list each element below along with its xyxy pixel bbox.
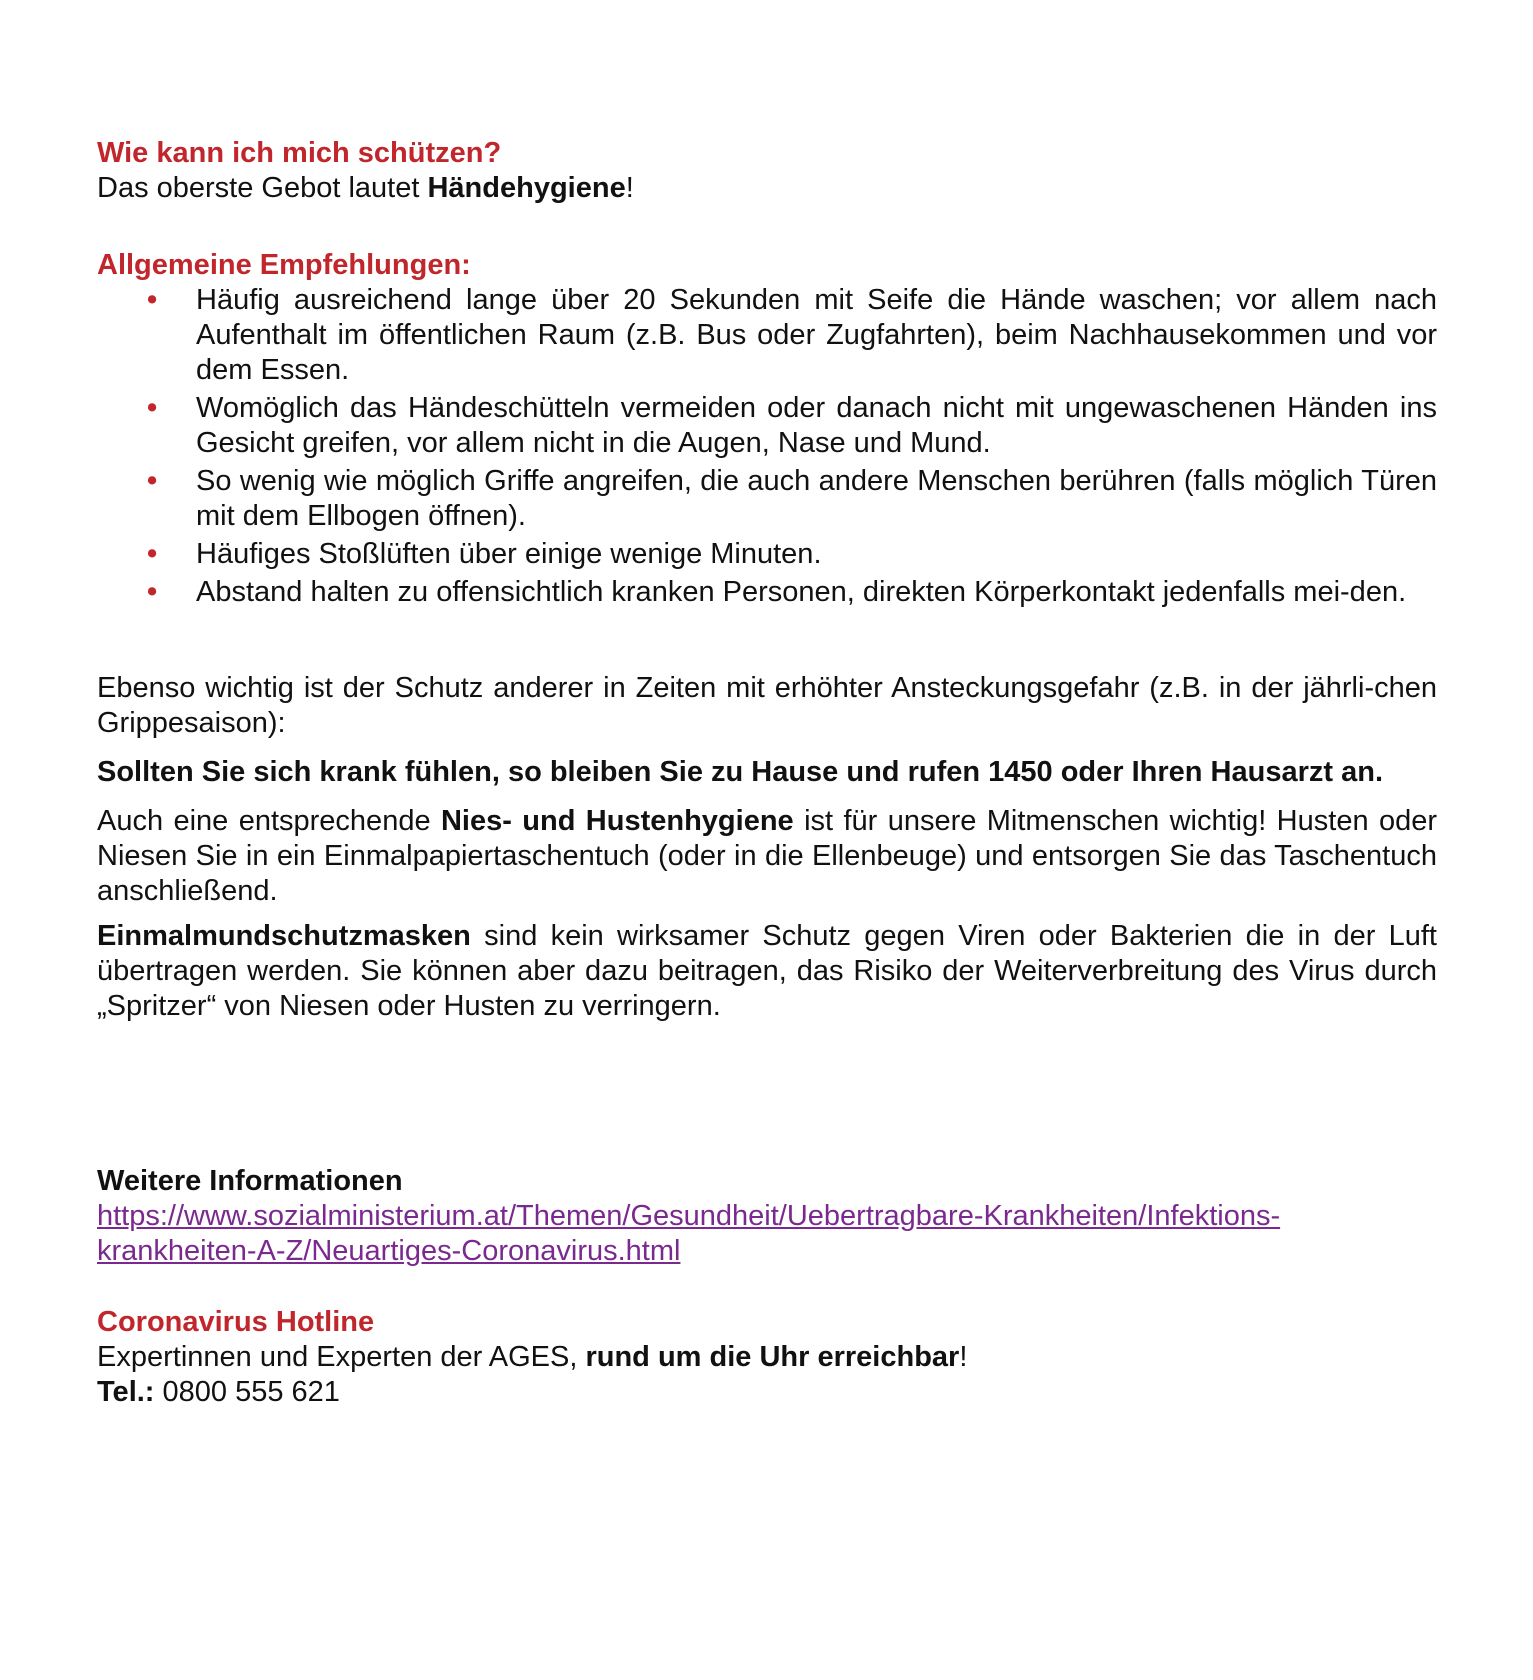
list-item — [97, 575, 1437, 610]
list-item — [97, 464, 1437, 534]
info-link-line-2[interactable]: krankheiten-A-Z/Neuartiges-Coronavirus.html — [97, 1235, 681, 1267]
masks-paragraph — [97, 919, 1437, 1024]
list-item-text: Häufiges Stoßlüften über einige wenige Minuten. — [196, 538, 822, 570]
recommendations-list — [97, 283, 1437, 610]
bullet-icon: • — [147, 576, 158, 608]
bullet-icon: • — [147, 538, 158, 570]
protect-intro — [97, 171, 1437, 206]
bullet-icon: • — [147, 392, 158, 424]
list-item — [97, 537, 1437, 572]
bullet-icon: • — [147, 284, 158, 316]
protect-intro-suffix: ! — [625, 172, 634, 204]
list-item — [97, 283, 1437, 388]
phone-label: Tel.: — [97, 1376, 155, 1408]
others-paragraph: Ebenso wichtig ist der Schutz anderer in Zeiten mit erhöhter Ansteckungsgefahr (z.B. in der jährli-chen Grippesaison): — [97, 672, 1437, 739]
hygiene-suffix: ist für unsere Mitmenschen wichtig! Husten oder Niesen Sie in ein Einmalpapiertaschentuch (oder in die Ellenbeuge) und entsorgen Sie das Taschentuch anschließend. — [97, 805, 1438, 907]
recommendations-heading: Allgemeine Empfehlungen: — [97, 249, 471, 281]
list-item-text: Womöglich das Händeschütteln vermeiden oder danach nicht mit ungewaschenen Händen ins Gesicht greifen, vor allem nicht in die Augen, Nase und Mund. — [196, 392, 1437, 459]
hygiene-bold: Nies- und Hustenhygiene — [440, 805, 794, 837]
hotline-text — [97, 1340, 1437, 1375]
list-item-text: Häufig ausreichend lange über 20 Sekunden mit Seife die Hände waschen; vor allem nach Aufenthalt im öffentlichen Raum (z.B. Bus oder Zugfahrten), beim Nachhausekommen und vor dem Essen. — [196, 284, 1437, 386]
sick-notice-text: Sollten Sie sich krank fühlen, so bleiben Sie zu Hause und rufen 1450 oder Ihren Hausarzt an. — [97, 756, 1383, 788]
more-info-link-block — [97, 1199, 1437, 1269]
info-link-line-1[interactable]: https://www.sozialministerium.at/Themen/Gesundheit/Uebertragbare-Krankheiten/Infektions- — [97, 1200, 1281, 1232]
hotline-phone — [97, 1375, 1437, 1410]
protect-intro-text: Das oberste Gebot lautet — [97, 172, 428, 204]
masks-suffix: sind kein wirksamer Schutz gegen Viren oder Bakterien die in der Luft übertragen werden. Sie können aber dazu beitragen, das Risiko der Weiterverbreitung des Virus durch „Spritzer“ von Niesen oder Husten zu verringern. — [97, 920, 1437, 1022]
hotline-text-bold: rund um die Uhr erreichbar — [585, 1341, 960, 1373]
list-item-text: Abstand halten zu offensichtlich kranken Personen, direkten Körperkontakt jedenfalls mei-den. — [196, 576, 1407, 608]
hotline-text-suffix: ! — [959, 1341, 968, 1373]
protect-intro-bold: Händehygiene — [427, 172, 626, 204]
document-page — [97, 136, 1437, 1410]
protect-heading: Wie kann ich mich schützen? — [97, 137, 502, 169]
more-info-heading: Weitere Informationen — [97, 1165, 403, 1197]
hygiene-paragraph — [97, 804, 1437, 909]
list-item-text: So wenig wie möglich Griffe angreifen, die auch andere Menschen berühren (falls möglich Türen mit dem Ellbogen öffnen). — [196, 465, 1437, 532]
list-item — [97, 391, 1437, 461]
masks-bold: Einmalmundschutzmasken — [97, 920, 471, 952]
hygiene-prefix: Auch eine entsprechende — [97, 805, 441, 837]
sick-notice — [97, 755, 1437, 790]
hotline-text-prefix: Expertinnen und Experten der AGES, — [97, 1341, 586, 1373]
bullet-icon: • — [147, 465, 158, 497]
hotline-heading: Coronavirus Hotline — [97, 1306, 375, 1338]
phone-number: 0800 555 621 — [154, 1376, 340, 1408]
